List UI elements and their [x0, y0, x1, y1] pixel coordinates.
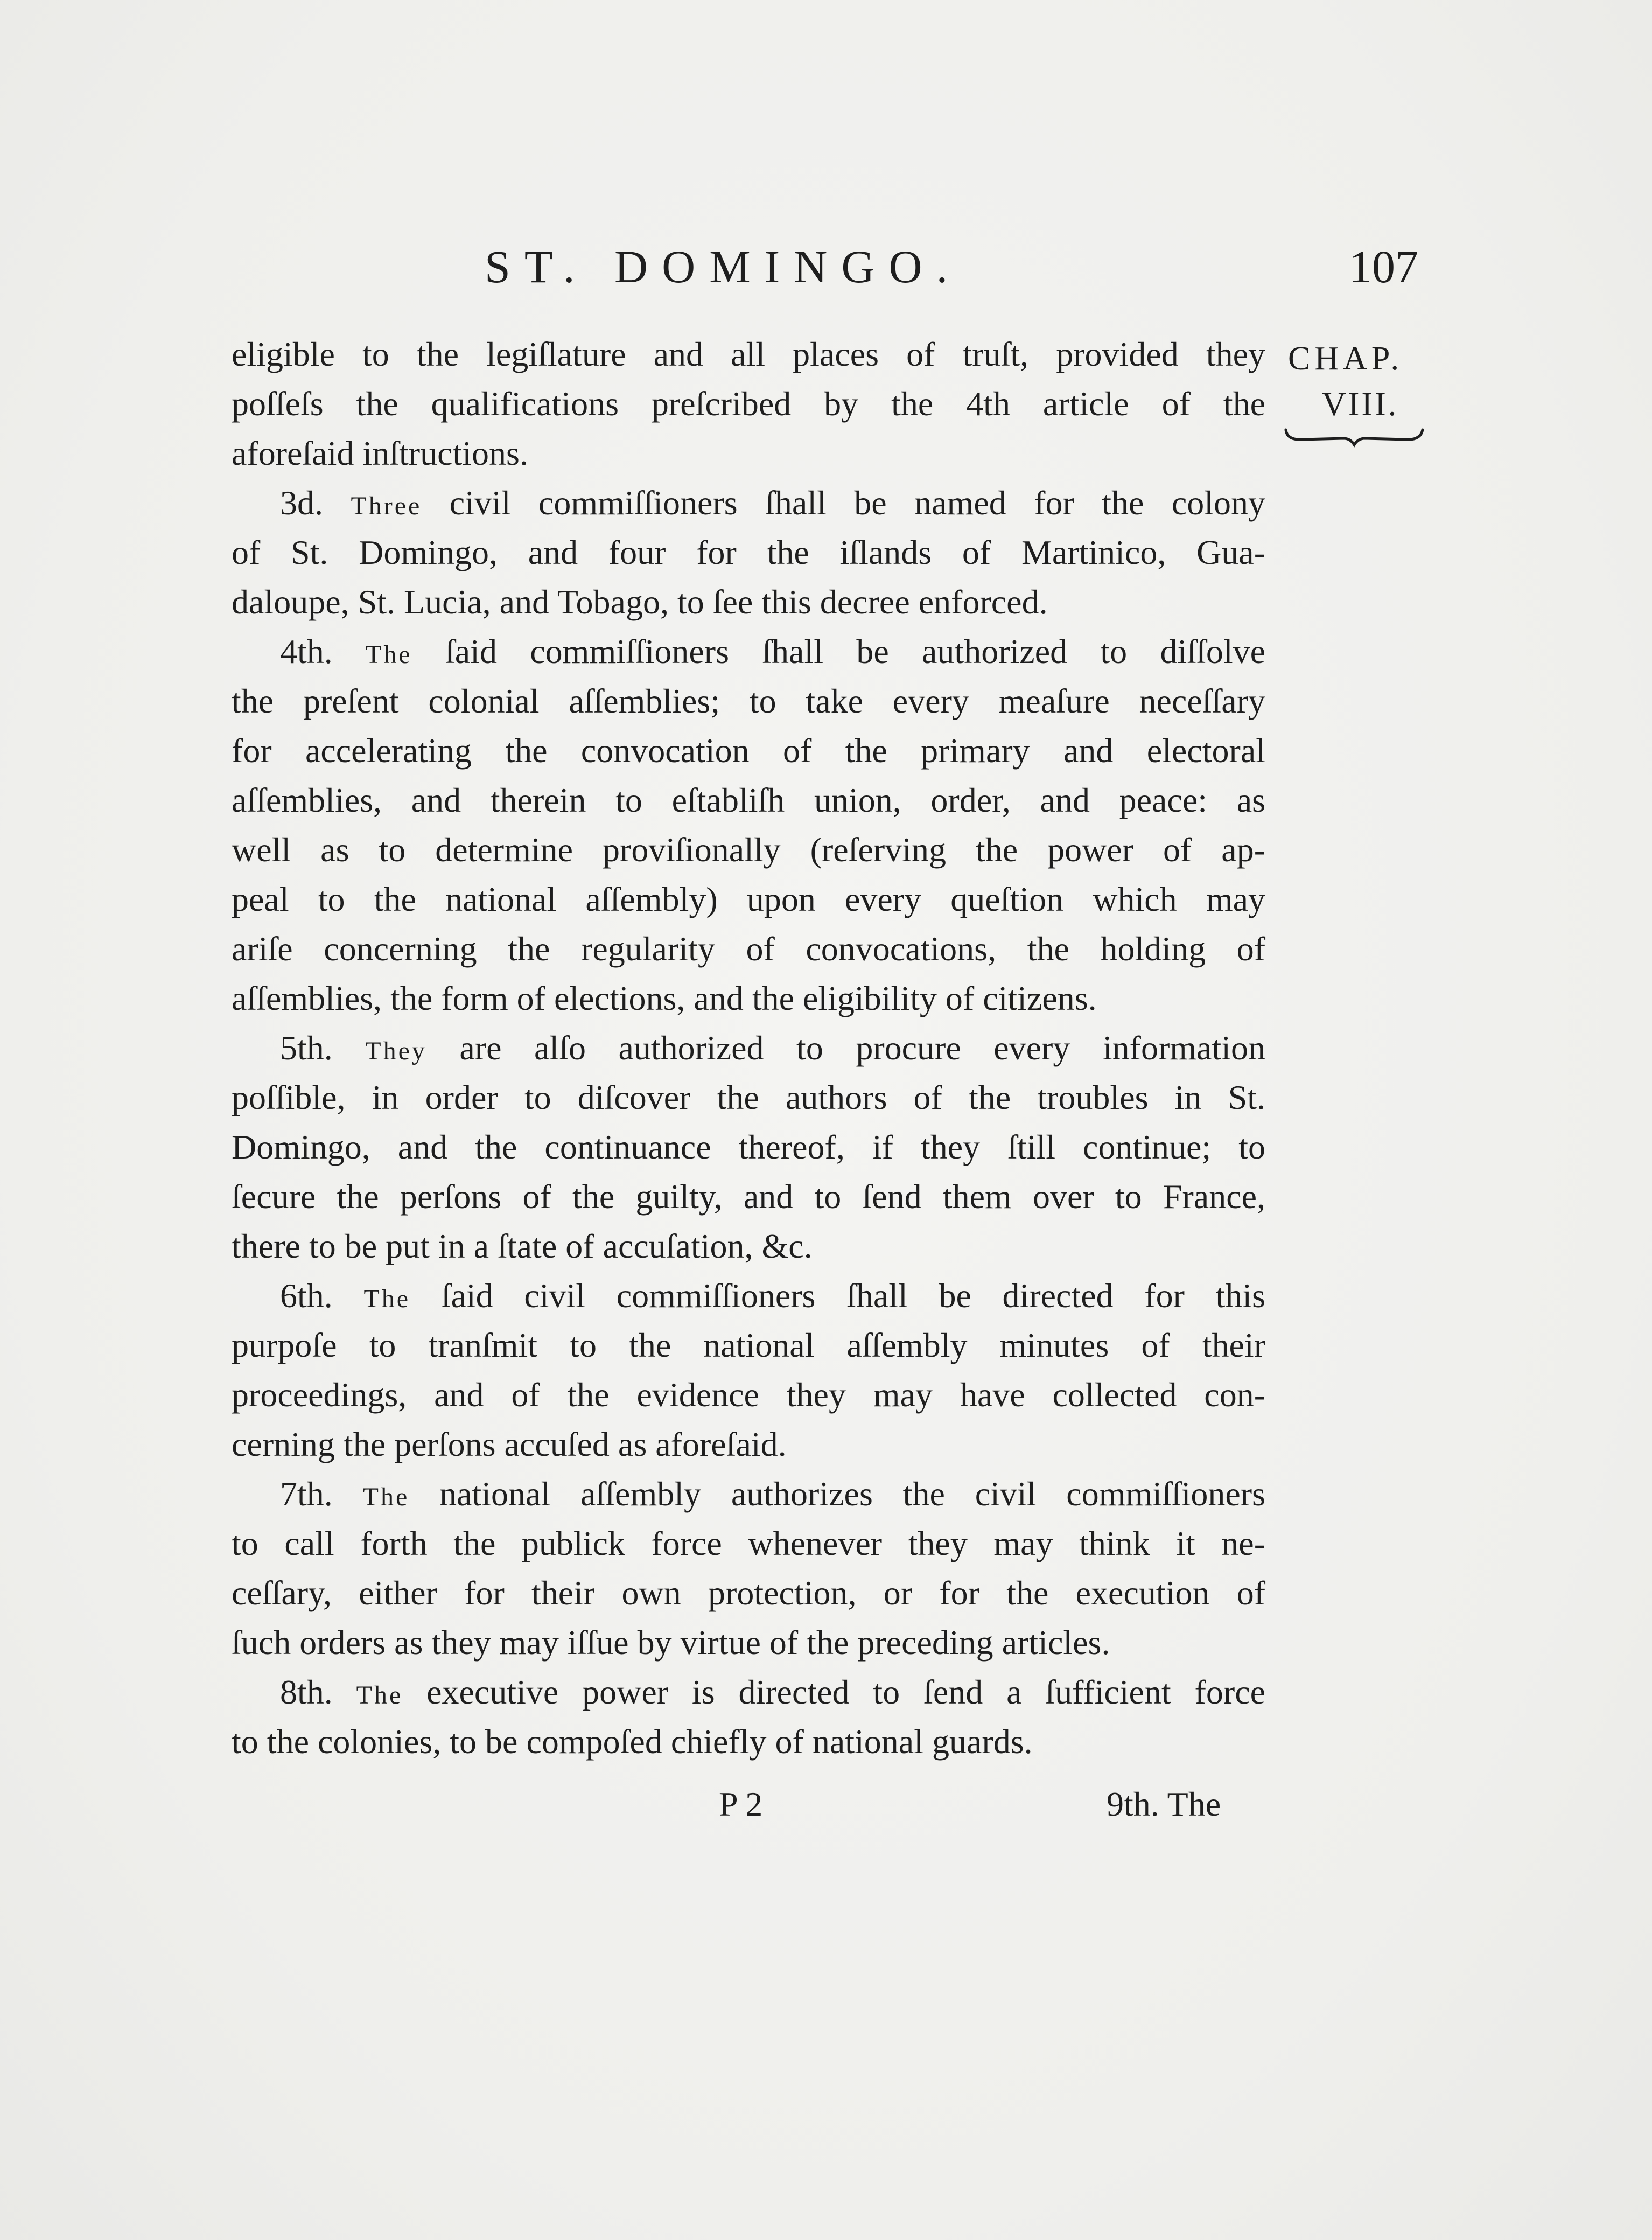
article-first-line: [232, 1469, 1265, 1519]
article-number: 7th.: [280, 1475, 333, 1513]
text-line: for accelerating the convocation of the primary and electoral: [232, 731, 1265, 770]
text-line: aforeſaid inſtructions.: [232, 434, 528, 472]
article-number: 5th.: [280, 1029, 333, 1067]
text-line: well as to determine proviſionally (reſerving the power of ap-: [232, 831, 1265, 869]
article-lead-word: The: [356, 1681, 403, 1709]
text-line: ceſſary, either for their own protection, or for the execution of: [232, 1574, 1265, 1612]
text-line: ariſe concerning the regularity of convocations, the holding of: [232, 930, 1265, 968]
article-first-line: [232, 1023, 1265, 1073]
text-line: to the colonies, to be compoſed chiefly of national guards.: [232, 1722, 1033, 1761]
text-line: ſecure the perſons of the guilty, and to ſend them over to France,: [232, 1177, 1265, 1216]
article-lead-word: The: [362, 1483, 410, 1511]
chapter-label: CHAP.: [1288, 340, 1404, 377]
text-line: purpoſe to tranſmit to the national aſſembly minutes of their: [232, 1326, 1265, 1364]
text-fragment: national aſſembly authorizes the civil commiſſioners: [409, 1475, 1266, 1513]
text-fragment: civil commiſſioners ſhall be named for the colony: [422, 484, 1266, 522]
chapter-brace-ornament: [1282, 427, 1427, 453]
text-fragment: ſaid civil commiſſioners ſhall be directed for this: [410, 1276, 1266, 1315]
article-lead-word: They: [365, 1037, 427, 1065]
text-line: peal to the national aſſembly) upon every queſtion which may: [232, 880, 1265, 918]
text-line: Domingo, and the continuance thereof, if they ſtill continue; to: [232, 1128, 1265, 1166]
article-number: 4th.: [280, 632, 333, 671]
text-fragment: executive power is directed to ſend a ſufficient force: [403, 1673, 1266, 1711]
article-first-line: [232, 627, 1265, 676]
article-lead-word: The: [363, 1285, 411, 1313]
catchword-text: 9th. The: [1107, 1785, 1221, 1823]
article-number: 6th.: [280, 1276, 333, 1315]
text-line: poſſible, in order to diſcover the authors of the troubles in St.: [232, 1078, 1265, 1116]
text-line: cerning the perſons accuſed as aforeſaid.: [232, 1425, 787, 1463]
catchword: [1107, 1787, 1221, 1822]
article-first-line: [232, 478, 1265, 528]
text-fragment: ſaid commiſſioners ſhall be authorized to diſſolve: [412, 632, 1266, 671]
article-first-line: [232, 1271, 1265, 1321]
body-text: [232, 330, 1265, 1767]
page-number: 107: [1349, 241, 1418, 292]
text-line: proceedings, and of the evidence they may have collected con-: [232, 1376, 1265, 1414]
text-line: aſſemblies, and therein to eſtabliſh union, order, and peace: as: [232, 781, 1265, 819]
article-lead-word: Three: [351, 492, 422, 520]
text-line: to call forth the publick force whenever they may think it ne-: [232, 1524, 1265, 1562]
running-title: ST. DOMINGO.: [485, 241, 962, 292]
text-line: there to be put in a ſtate of accuſation, &c.: [232, 1227, 813, 1265]
text-fragment: are alſo authorized to procure every information: [426, 1029, 1266, 1067]
text-line: ſuch orders as they may iſſue by virtue of the preceding articles.: [232, 1623, 1110, 1662]
text-line: the preſent colonial aſſemblies; to take every meaſure neceſſary: [232, 682, 1265, 720]
text-line: eligible to the legiſlature and all places of truſt, provided they: [232, 335, 1265, 373]
article-number: 8th.: [280, 1673, 333, 1711]
text-line: of St. Domingo, and four for the iſlands of Martinico, Gua-: [232, 533, 1265, 571]
text-line: aſſemblies, the form of elections, and the eligibility of citizens.: [232, 979, 1097, 1017]
article-first-line: [232, 1667, 1265, 1717]
text-line: poſſeſs the qualifications preſcribed by the 4th article of the: [232, 385, 1265, 423]
article-number: 3d.: [280, 484, 323, 522]
text-line: daloupe, St. Lucia, and Tobago, to ſee this decree enforced.: [232, 583, 1048, 621]
article-lead-word: The: [366, 640, 412, 669]
chapter-number: VIII.: [1322, 386, 1399, 423]
signature-mark: P 2: [719, 1785, 763, 1823]
